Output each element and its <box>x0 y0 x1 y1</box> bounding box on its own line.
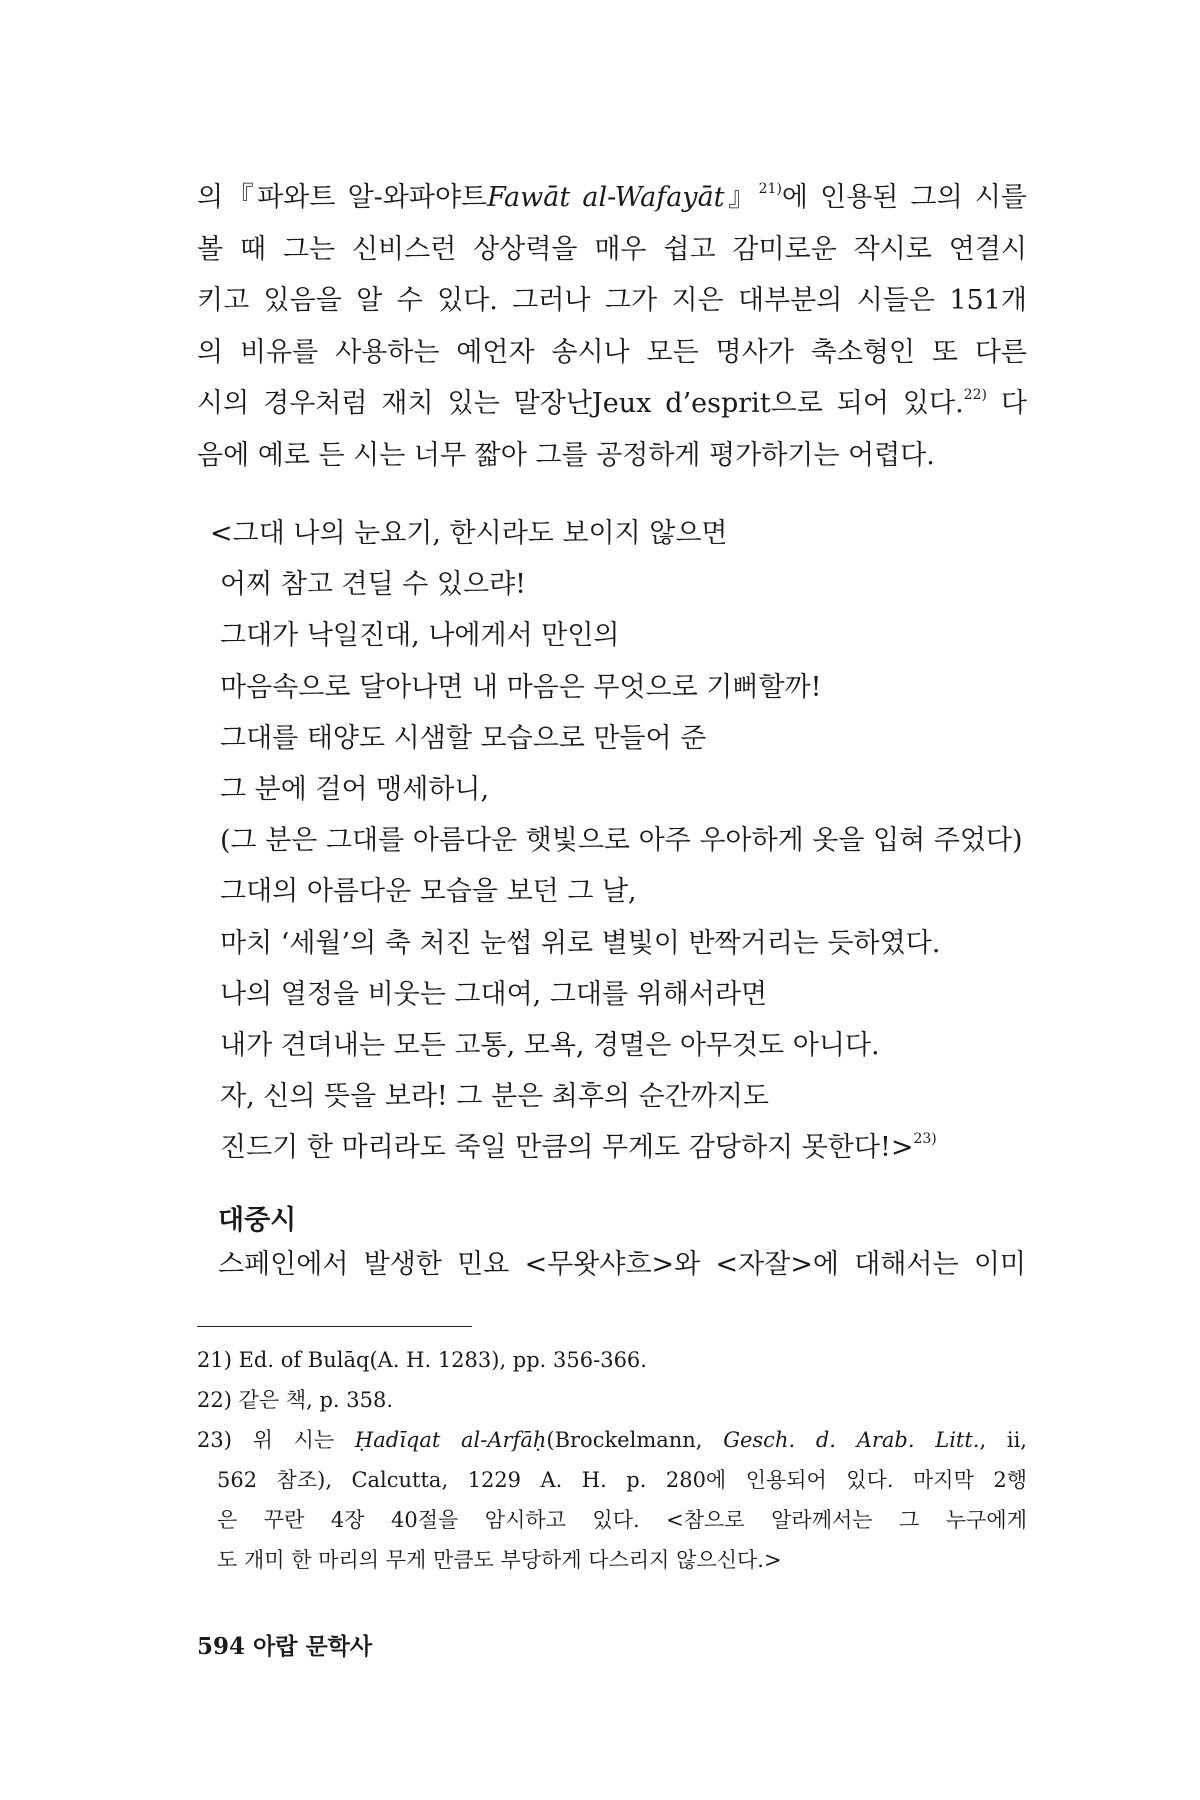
intro-line-5-rest: 다 <box>986 388 1027 419</box>
intro-line-5-text: 시의 경우처럼 재치 있는 말장난Jeux d’esprit으로 되어 있다. <box>197 388 964 419</box>
footnote-23-prefix: 23) 위 시는 <box>197 1428 355 1452</box>
footnote-21: 21) Ed. of Bulāq(A. H. 1283), pp. 356-366. <box>197 1348 647 1372</box>
poem-last-line-text: 진드기 한 마리라도 죽일 만큼의 무게도 감당하지 못한다!> <box>220 1132 914 1164</box>
footnote-ref-23[interactable]: 23) <box>913 1131 937 1148</box>
poem-line: 내가 견뎌내는 모든 고통, 모욕, 경멸은 아무것도 아니다. <box>220 1030 880 1062</box>
intro-line-3: 키고 있음을 알 수 있다. 그러나 그가 지은 대부분의 시들은 151개 <box>197 285 1027 316</box>
footnote-23-line-3: 은 꾸란 4장 40절을 암시하고 있다. <참으로 알라께서는 그 누구에게 <box>217 1508 1027 1532</box>
footnotes <box>197 1340 1027 1580</box>
section-first-line: 스페인에서 발생한 민요 <무왓샤흐>와 <자잘>에 대해서는 이미 <box>218 1249 1026 1280</box>
intro-paragraph <box>197 172 1027 481</box>
poem-line: 어찌 참고 견딜 수 있으랴! <box>220 569 526 601</box>
footnote-23-cite: (Brockelmann, <box>546 1428 724 1452</box>
footnote-22: 22) 같은 책, p. 358. <box>197 1388 394 1412</box>
footnote-23 <box>197 1420 1027 1460</box>
footnote-ref-21[interactable]: 21) <box>758 181 782 197</box>
poem-line: 그 분에 걸어 맹세하니, <box>220 774 490 806</box>
title-bracket-close: 』 <box>724 182 759 213</box>
intro-line-6: 음에 예로 든 시는 너무 짧아 그를 공정하게 평가하기는 어렵다. <box>197 439 935 471</box>
footnote-23-cite-title: Gesch. d. Arab. Litt. <box>723 1428 980 1452</box>
intro-line-1 <box>197 172 1027 224</box>
poem-line: 마치 ‘세월’의 축 처진 눈썹 위로 별빛이 반짝거리는 듯하였다. <box>220 927 941 959</box>
intro-line-1-rest: 에 인용된 그의 시를 <box>781 182 1028 213</box>
poem-line: 자, 신의 뜻을 보라! 그 분은 최후의 순간까지도 <box>220 1081 769 1113</box>
poem-line: 마음속으로 달아나면 내 마음은 무엇으로 기뻐할까! <box>220 671 822 703</box>
work-title-italic: Fawāt al-Wafayāt <box>487 182 725 213</box>
footnote-23-line-2: 562 참조), Calcutta, 1229 A. H. p. 280에 인용되어 있다. 마지막 2행 <box>217 1468 1027 1492</box>
section-heading: 대중시 <box>218 1205 297 1236</box>
poem-line: <그대 나의 눈요기, 한시라도 보이지 않으면 <box>210 518 728 549</box>
intro-line-2: 볼 때 그는 신비스런 상상력을 매우 쉽고 감미로운 작시로 연결시 <box>197 233 1027 265</box>
poem-block <box>210 508 1030 1174</box>
poem-line: 나의 열정을 비웃는 그대여, 그대를 위해서라면 <box>220 978 768 1010</box>
footnote-23-title: Ḥadīqat al-Arfāḥ <box>354 1428 547 1452</box>
poem-last-line <box>210 1122 1030 1173</box>
footnote-divider <box>197 1326 472 1327</box>
intro-line-1-text: 의『파와트 알-와파야트 <box>197 182 488 213</box>
poem-line: 그대가 낙일진대, 나에게서 만인의 <box>220 620 620 652</box>
poem-line: 그대의 아름다운 모습을 보던 그 날, <box>220 876 637 908</box>
footnote-23-volume: , ii, <box>979 1428 1027 1452</box>
footnote-23-line-4: 도 개미 한 마리의 무게 만큼도 부당하게 다스리지 않으신다.> <box>217 1548 782 1572</box>
page-number-label: 594 아랍 문학사 <box>197 1633 373 1660</box>
poem-line: 그대를 태양도 시샘할 모습으로 만들어 준 <box>220 722 707 754</box>
footnote-ref-22[interactable]: 22) <box>963 387 987 403</box>
intro-line-5 <box>197 378 1027 430</box>
intro-line-4: 의 비유를 사용하는 예언자 송시나 모든 명사가 축소형인 또 다른 <box>197 336 1027 368</box>
poem-line: (그 분은 그대를 아름다운 햇빛으로 아주 우아하게 옷을 입혀 주었다) <box>220 825 1023 857</box>
